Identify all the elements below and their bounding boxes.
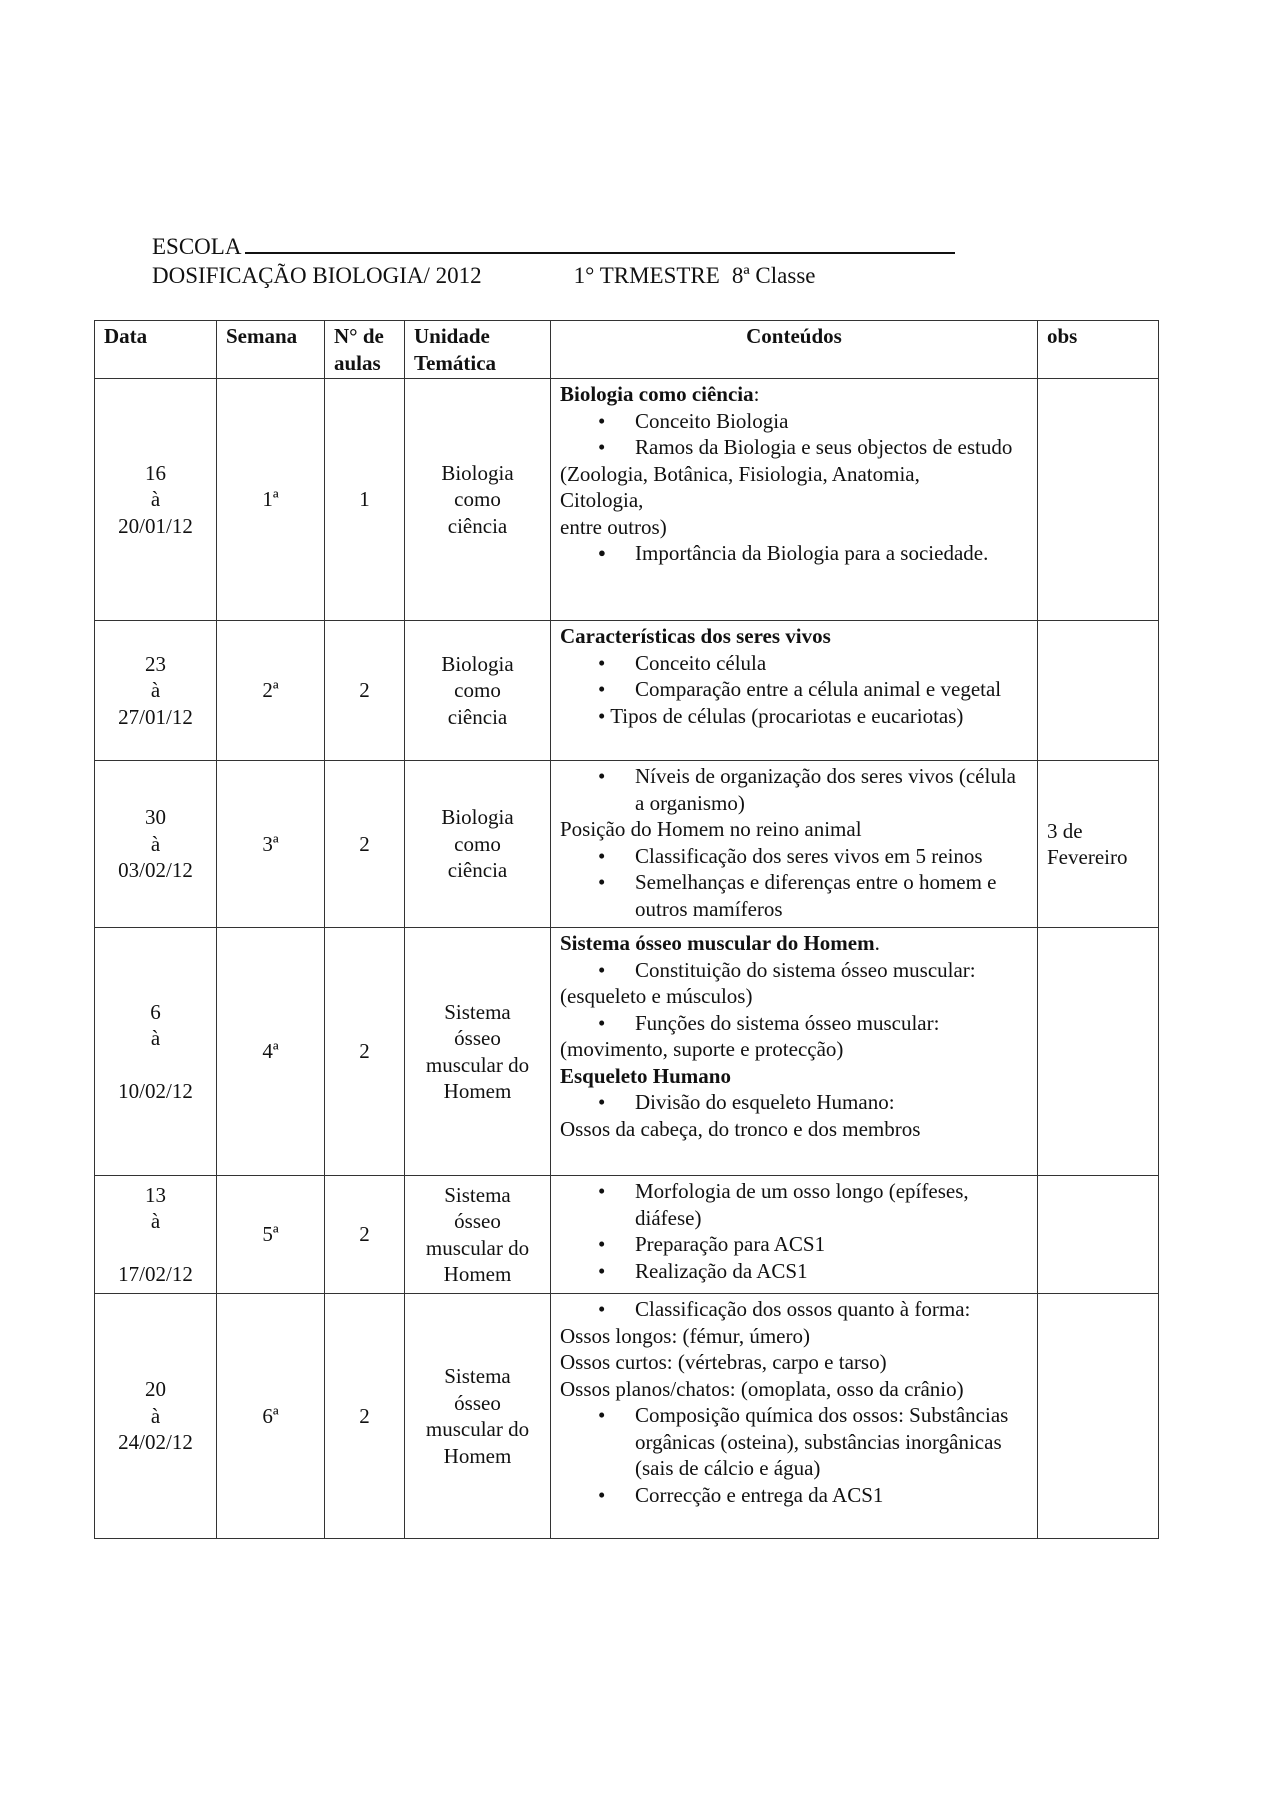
aulas-cell: 2 [325, 1294, 405, 1539]
header-data: Data [95, 321, 217, 379]
conteudos-cell: Sistema ósseo muscular do Homem. • Constituição do sistema ósseo muscular: (esqueleto e músculos) • Funções do sistema ósseo muscular: (movimento, suporte e protecção) Esqueleto Humano • Divisão do esqueleto Humano: Ossos da cabeça, do tronco e dos membros [551, 928, 1038, 1176]
conteudos-cell: Características dos seres vivos • Conceito célula • Comparação entre a célula animal e vegetal • Tipos de células (procariotas e eucariotas) [551, 621, 1038, 761]
conteudos-cell: • Níveis de organização dos seres vivos (célula a organismo) Posição do Homem no reino animal • Classificação dos seres vivos em 5 reinos • Semelhanças e diferenças entre o homem e outros mamíferos [551, 761, 1038, 928]
table-row [95, 379, 1159, 621]
table-row [95, 621, 1159, 761]
aulas-cell: 1 [325, 379, 405, 621]
aulas-cell: 2 [325, 1176, 405, 1294]
header-conteudos: Conteúdos [551, 321, 1038, 379]
document-header [152, 230, 955, 290]
date-cell: 6 à 10/02/12 [95, 928, 217, 1176]
semana-cell: 6ª [217, 1294, 325, 1539]
table-row [95, 1294, 1159, 1539]
trimestre-label: 1° TRMESTRE [573, 263, 720, 288]
obs-cell [1038, 1294, 1159, 1539]
header-semana: Semana [217, 321, 325, 379]
table-row [95, 928, 1159, 1176]
escola-label: ESCOLA [152, 234, 242, 259]
escola-blank-field [245, 230, 955, 254]
unidade-cell: Biologia como ciência [405, 621, 551, 761]
classe-label: 8ª Classe [731, 263, 816, 288]
obs-cell [1038, 621, 1159, 761]
date-cell: 16 à 20/01/12 [95, 379, 217, 621]
escola-line [152, 230, 955, 261]
obs-cell: 3 de Fevereiro [1038, 761, 1159, 928]
date-cell: 30 à 03/02/12 [95, 761, 217, 928]
dosificacao-title: DOSIFICAÇÃO BIOLOGIA/ 2012 [152, 263, 482, 288]
conteudos-cell: • Morfologia de um osso longo (epífeses, diáfese) • Preparação para ACS1 • Realização da ACS1 [551, 1176, 1038, 1294]
dosificacao-table [94, 320, 1159, 1539]
date-cell: 13 à 17/02/12 [95, 1176, 217, 1294]
semana-cell: 4ª [217, 928, 325, 1176]
semana-cell: 3ª [217, 761, 325, 928]
aulas-cell: 2 [325, 621, 405, 761]
unidade-cell: Sistema ósseo muscular do Homem [405, 928, 551, 1176]
obs-cell [1038, 928, 1159, 1176]
obs-cell [1038, 1176, 1159, 1294]
conteudos-cell: Biologia como ciência: • Conceito Biologia • Ramos da Biologia e seus objectos de estudo (Zoologia, Botânica, Fisiologia, Anatomia, Citologia, entre outros) ● Importância da Biologia para a sociedade. [551, 379, 1038, 621]
header-obs: obs [1038, 321, 1159, 379]
semana-cell: 2ª [217, 621, 325, 761]
conteudos-cell: • Classificação dos ossos quanto à forma: Ossos longos: (fémur, úmero) Ossos curtos: (vértebras, carpo e tarso) Ossos planos/chatos: (omoplata, osso da crânio) • Composição química dos ossos: Substâncias orgânicas (osteina), substâncias inorgânicas (sais de cálcio e água) • Correcção e entrega da ACS1 [551, 1294, 1038, 1539]
unidade-cell: Biologia como ciência [405, 761, 551, 928]
semana-cell: 1ª [217, 379, 325, 621]
semana-cell: 5ª [217, 1176, 325, 1294]
date-cell: 23 à 27/01/12 [95, 621, 217, 761]
obs-cell [1038, 379, 1159, 621]
unidade-cell: Biologia como ciência [405, 379, 551, 621]
header-aulas: N° de aulas [325, 321, 405, 379]
date-cell: 20 à 24/02/12 [95, 1294, 217, 1539]
aulas-cell: 2 [325, 928, 405, 1176]
title-line [152, 261, 955, 290]
table-row [95, 1176, 1159, 1294]
unidade-cell: Sistema ósseo muscular do Homem [405, 1294, 551, 1539]
table-row [95, 761, 1159, 928]
header-unidade: Unidade Temática [405, 321, 551, 379]
unidade-cell: Sistema ósseo muscular do Homem [405, 1176, 551, 1294]
table-header-row [95, 321, 1159, 379]
aulas-cell: 2 [325, 761, 405, 928]
